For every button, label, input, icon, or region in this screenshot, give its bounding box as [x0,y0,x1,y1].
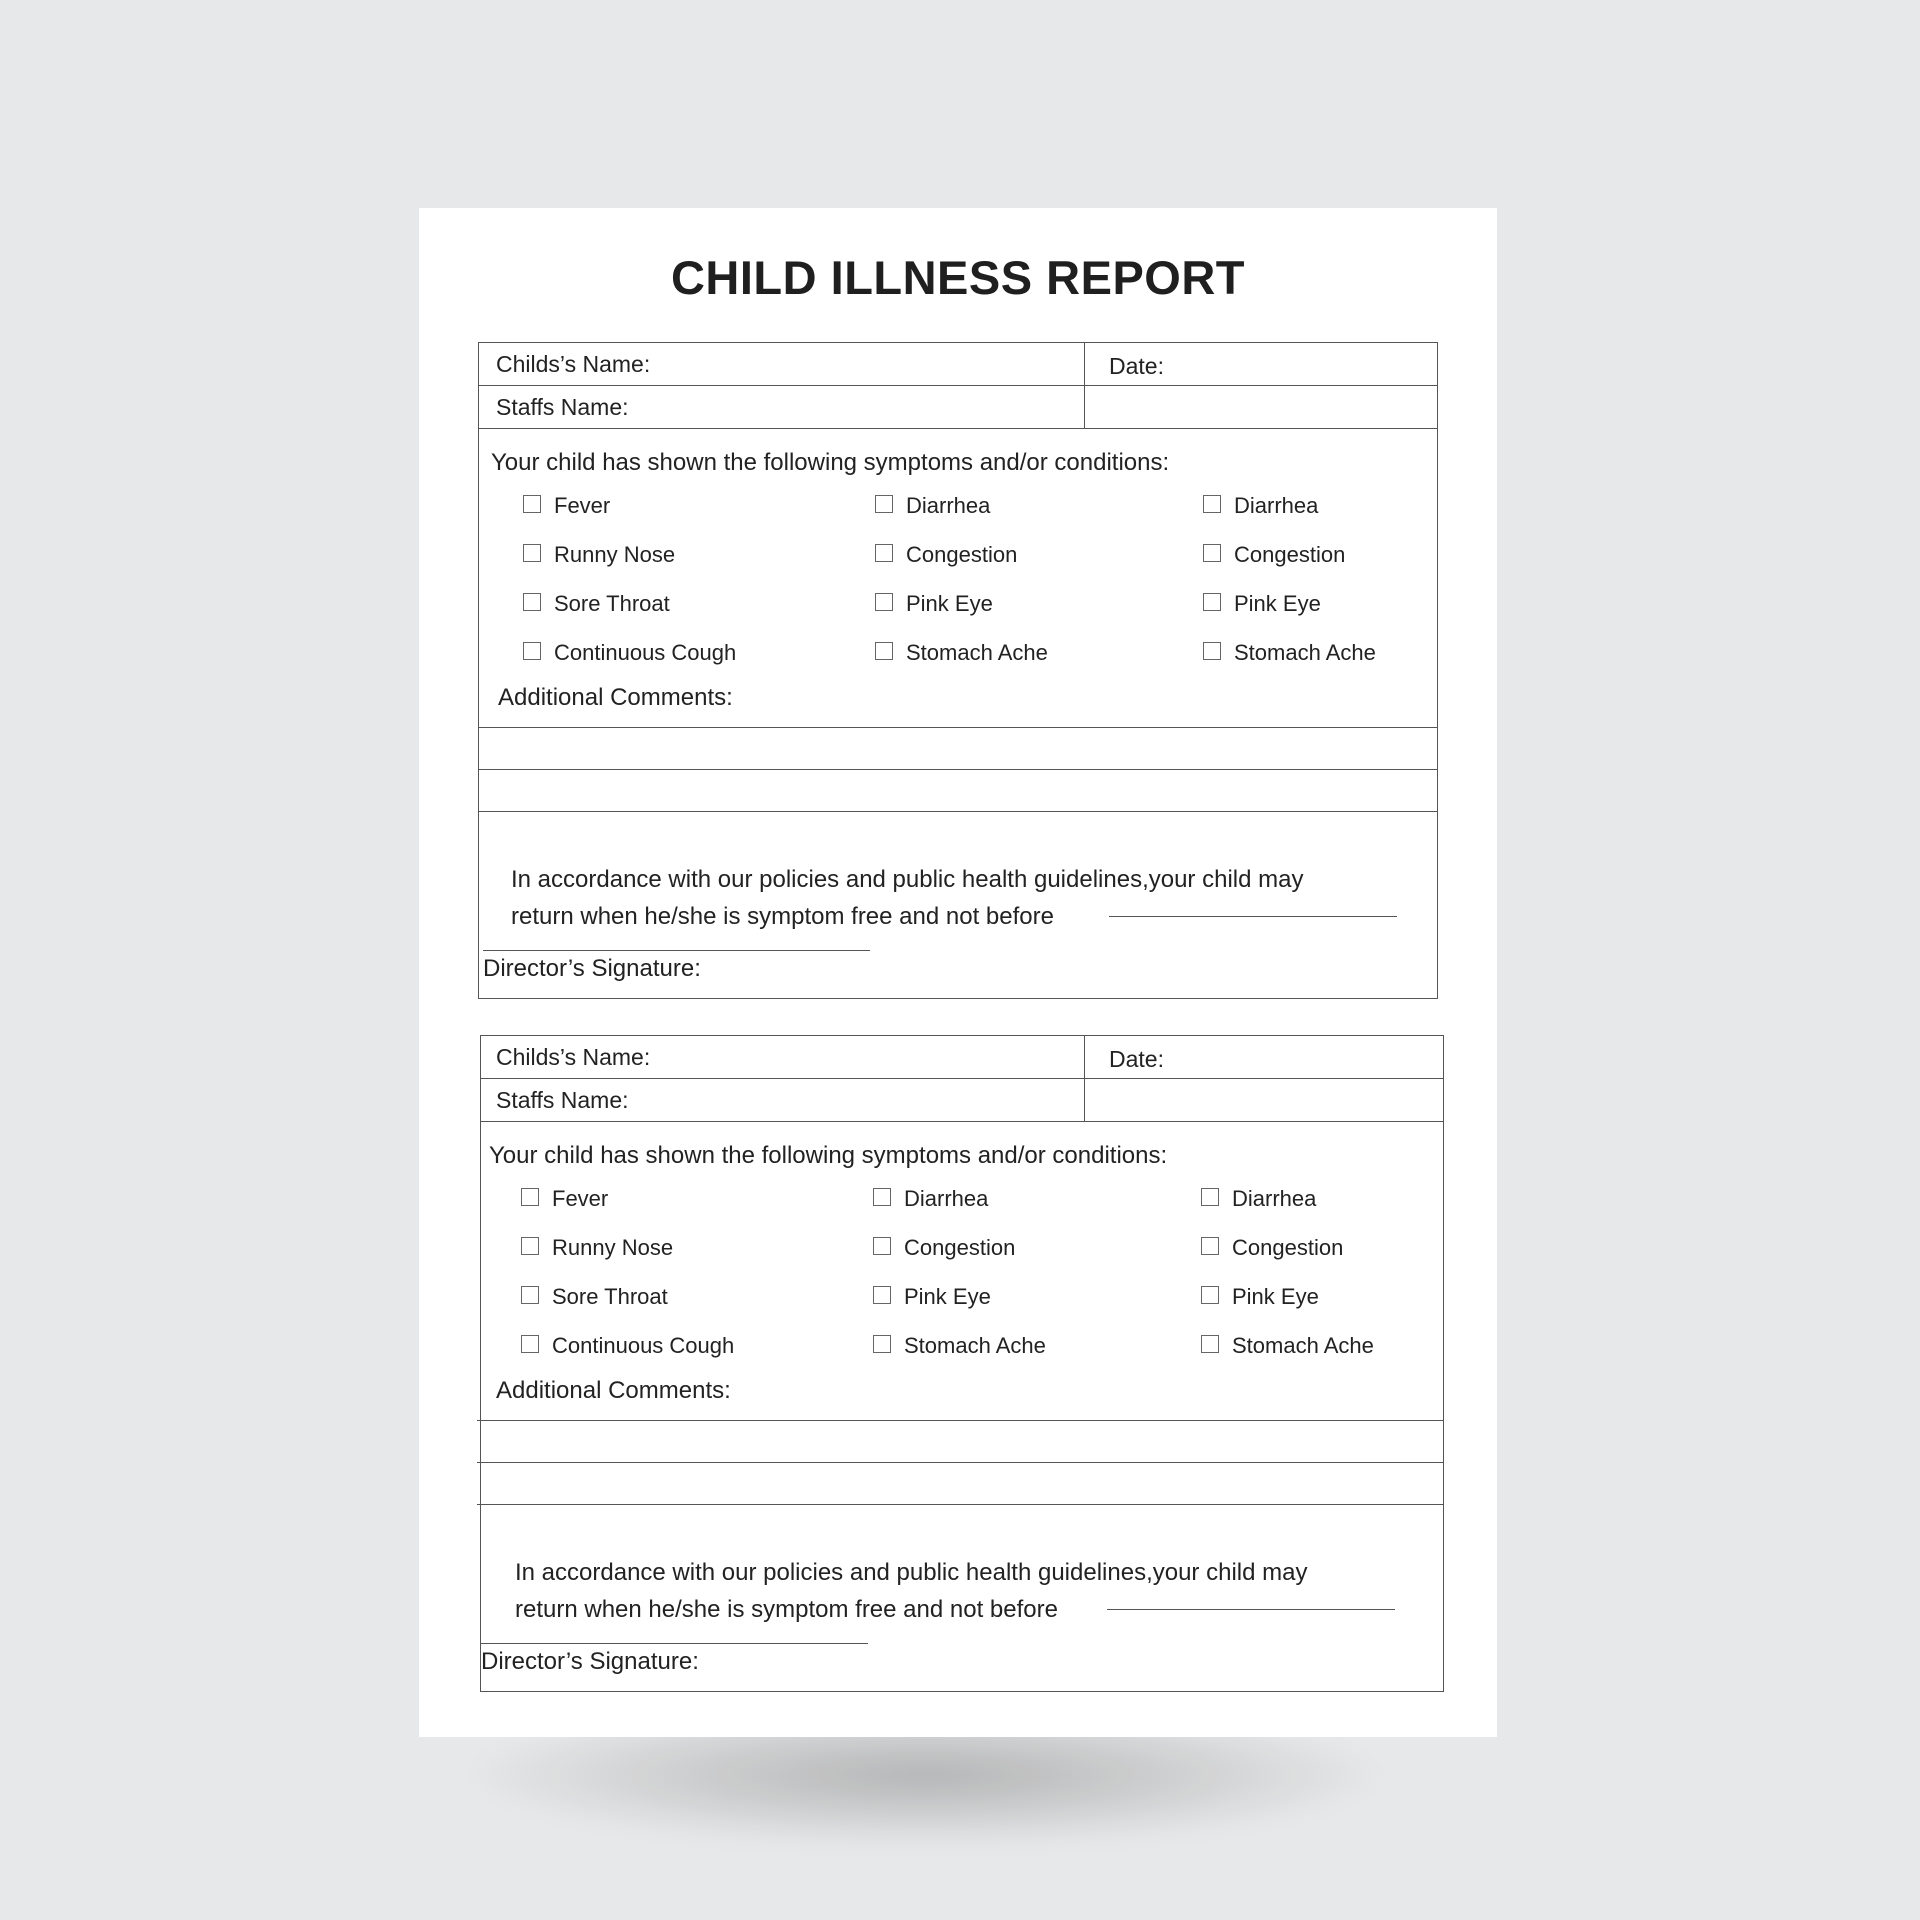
symptom-stomach-ache[interactable]: Stomach Ache [1201,1333,1374,1359]
symptom-diarrhea[interactable]: Diarrhea [1201,1186,1316,1212]
symptom-stomach-ache[interactable]: Stomach Ache [1203,640,1376,666]
comment-line[interactable] [479,727,1437,728]
symptoms-intro: Your child has shown the following symptoms and/or conditions: [491,449,1170,476]
checkbox[interactable] [1201,1237,1219,1255]
staff-name-label: Staffs Name: [496,394,629,420]
symptom-congestion[interactable]: Congestion [875,542,1017,568]
symptom-diarrhea[interactable]: Diarrhea [875,493,990,519]
checkbox[interactable] [1201,1188,1219,1206]
return-policy-text: In accordance with our policies and public health guidelines,your child may return when he/she is symptom free and not before [511,866,1304,930]
symptom-runny-nose[interactable]: Runny Nose [521,1235,673,1261]
checkbox[interactable] [523,495,541,513]
comment-line[interactable] [477,1462,1443,1463]
symptom-congestion[interactable]: Congestion [1201,1235,1343,1261]
symptom-diarrhea[interactable]: Diarrhea [873,1186,988,1212]
section-divider [477,1504,1443,1505]
checkbox[interactable] [873,1188,891,1206]
comment-line[interactable] [477,1420,1443,1421]
row-divider [479,428,1437,429]
date-label: Date: [1109,353,1164,379]
symptoms-intro: Your child has shown the following symptoms and/or conditions: [489,1142,1168,1169]
checkbox[interactable] [1201,1335,1219,1353]
checkbox[interactable] [521,1286,539,1304]
symptom-continuous-cough[interactable]: Continuous Cough [521,1333,734,1359]
symptom-congestion[interactable]: Congestion [1203,542,1345,568]
comment-line[interactable] [479,769,1437,770]
checkbox[interactable] [1203,544,1221,562]
checkbox[interactable] [1203,495,1221,513]
date-label: Date: [1109,1046,1164,1072]
checkbox[interactable] [521,1335,539,1353]
return-date-blank[interactable] [1107,1609,1395,1610]
section-divider [479,811,1437,812]
form-page [419,208,1497,1737]
row-divider [479,385,1437,386]
checkbox[interactable] [873,1335,891,1353]
director-signature-label: Director’s Signature: [481,1648,699,1675]
child-name-label: Childs’s Name: [496,351,651,377]
director-signature-label: Director’s Signature: [483,955,701,982]
row-divider [481,1078,1443,1079]
symptoms-checklist [523,493,1423,693]
illness-report-form-2 [480,1035,1444,1692]
checkbox[interactable] [1201,1286,1219,1304]
symptom-sore-throat[interactable]: Sore Throat [521,1284,668,1310]
checkbox[interactable] [875,544,893,562]
additional-comments-label: Additional Comments: [498,684,733,711]
symptom-stomach-ache[interactable]: Stomach Ache [873,1333,1046,1359]
row-divider [481,1121,1443,1122]
symptom-pink-eye[interactable]: Pink Eye [873,1284,991,1310]
checkbox[interactable] [523,642,541,660]
symptom-continuous-cough[interactable]: Continuous Cough [523,640,736,666]
checkbox[interactable] [875,495,893,513]
illness-report-form-1 [478,342,1438,999]
checkbox[interactable] [873,1237,891,1255]
checkbox[interactable] [1203,593,1221,611]
checkbox[interactable] [875,642,893,660]
symptom-congestion[interactable]: Congestion [873,1235,1015,1261]
checkbox[interactable] [523,544,541,562]
signature-line[interactable] [481,1643,868,1644]
symptom-runny-nose[interactable]: Runny Nose [523,542,675,568]
return-date-blank[interactable] [1109,916,1397,917]
symptoms-checklist [521,1186,1421,1386]
child-name-label: Childs’s Name: [496,1044,651,1070]
checkbox[interactable] [875,593,893,611]
return-policy-text: In accordance with our policies and public health guidelines,your child may return when he/she is symptom free and not before [515,1559,1308,1623]
page-title: CHILD ILLNESS REPORT [670,251,1246,304]
checkbox[interactable] [873,1286,891,1304]
symptom-fever[interactable]: Fever [521,1186,608,1212]
checkbox[interactable] [521,1188,539,1206]
symptom-sore-throat[interactable]: Sore Throat [523,591,670,617]
symptom-diarrhea[interactable]: Diarrhea [1203,493,1318,519]
additional-comments-label: Additional Comments: [496,1377,731,1404]
checkbox[interactable] [1203,642,1221,660]
symptom-pink-eye[interactable]: Pink Eye [1201,1284,1319,1310]
checkbox[interactable] [523,593,541,611]
symptom-pink-eye[interactable]: Pink Eye [1203,591,1321,617]
signature-line[interactable] [483,950,870,951]
symptom-fever[interactable]: Fever [523,493,610,519]
checkbox[interactable] [521,1237,539,1255]
symptom-pink-eye[interactable]: Pink Eye [875,591,993,617]
staff-name-label: Staffs Name: [496,1087,629,1113]
symptom-stomach-ache[interactable]: Stomach Ache [875,640,1048,666]
